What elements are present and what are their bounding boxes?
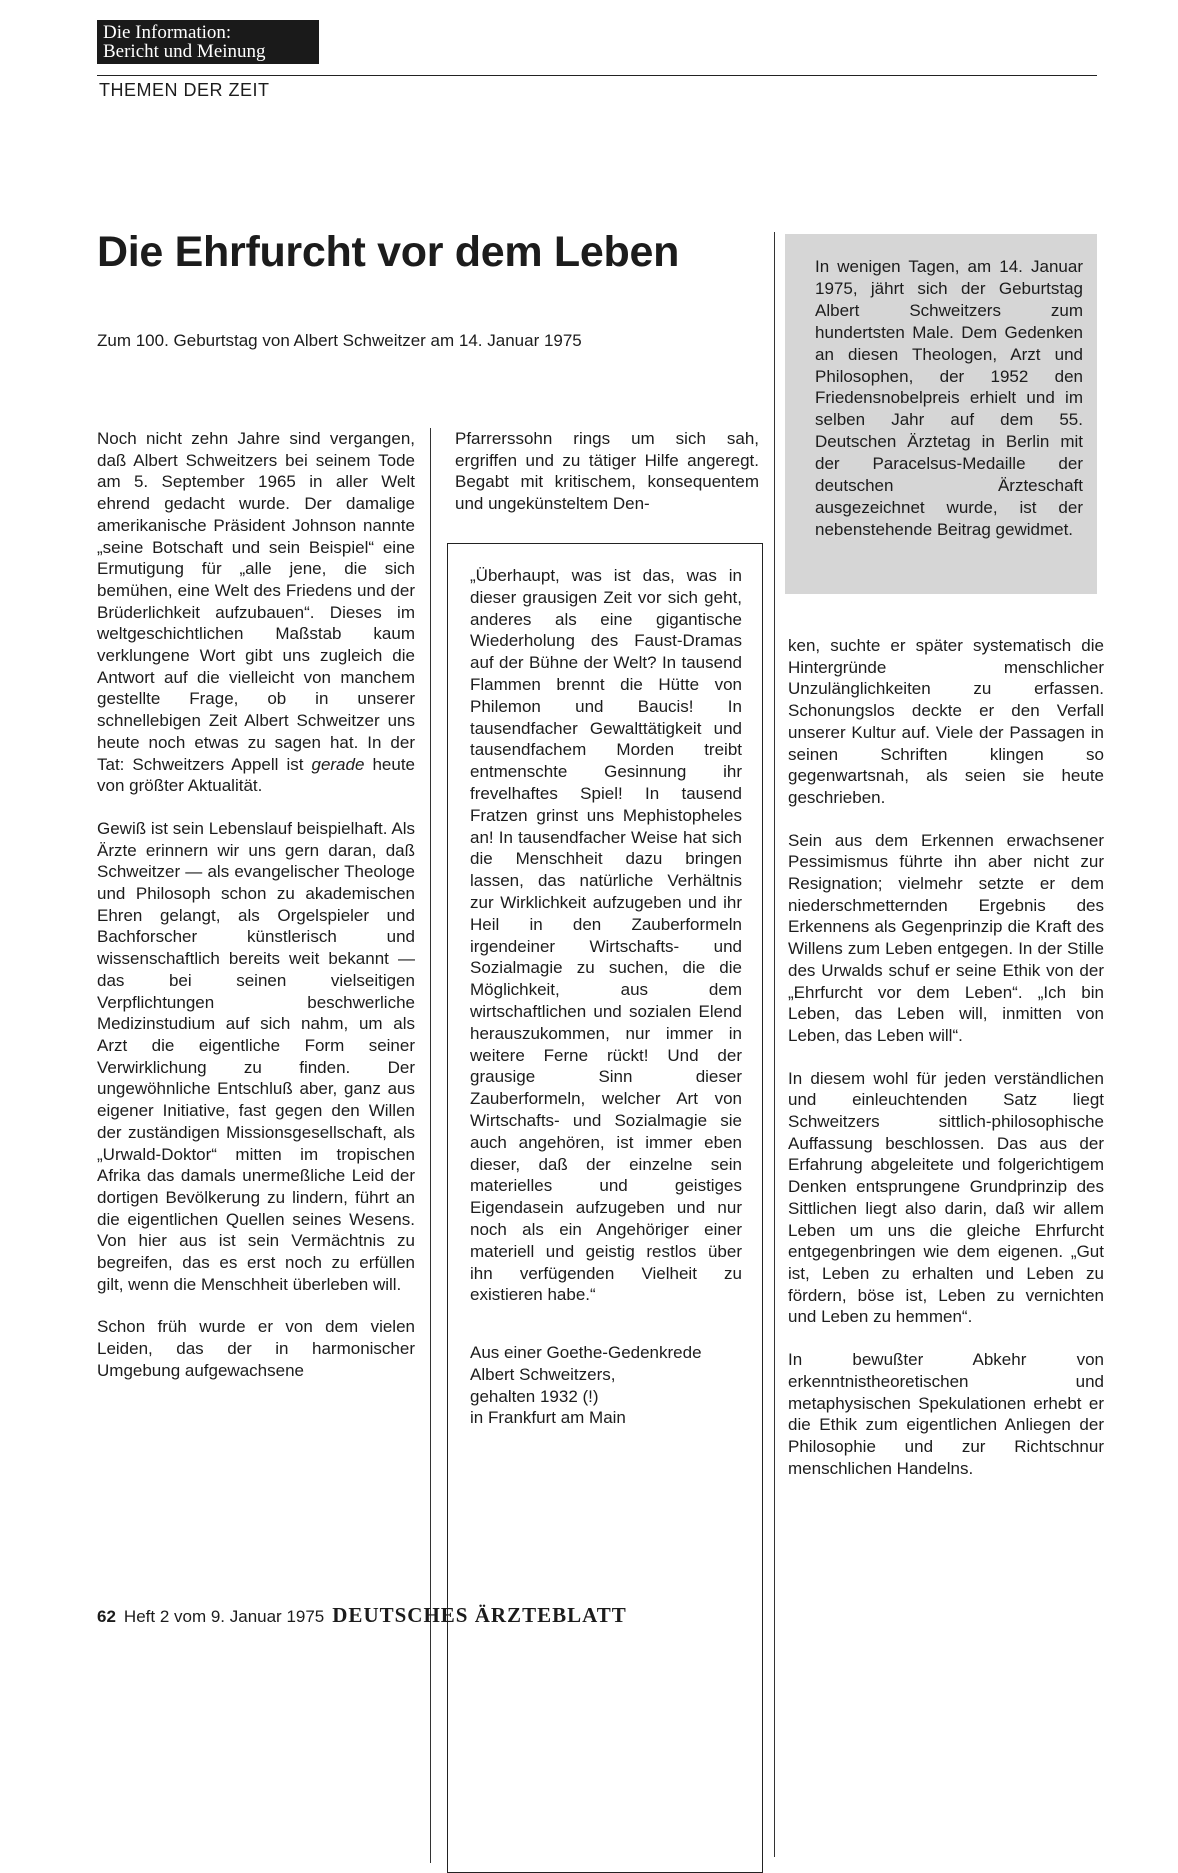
column-divider bbox=[430, 428, 431, 1863]
quote-source-line: gehalten 1932 (!) bbox=[470, 1386, 599, 1406]
paragraph: Sein aus dem Erkennen erwachsener Pessimismus führte ihn aber nicht zur Resignation; vielmehr setzte er dem niederschmetternden Ergebnis des Erkennens als Gegenprinzip die Kraft des Willens zum Leben entgegen. In der Stille des Urwalds schuf er seine Ethik von der „Ehrfurcht vor dem Leben“. „Ich bin Leben, das Leben will, inmitten von Leben, das Leben will“. bbox=[788, 830, 1104, 1045]
paragraph: Gewiß ist sein Lebenslauf beispielhaft. Als Ärzte erinnern wir uns gern daran, daß Schweitzer — als evangelischer Theologe und Philosoph schon zu akademischen Ehren gelangt, als Orgelspieler und Bachforscher künstlerisch und wissenschaftlich bereits weit bekannt — das bei seinen vielseitigen Verpflichtungen beschwerliche Medizinstudium auf sich nahm, um als Arzt die eigentliche Form seiner Verwirklichung zu finden. Der ungewöhnliche Entschluß aber, ganz aus eigener Initiative, fast gegen den Willen der zuständigen Missionsgesellschaft, als „Urwald-Doktor“ mitten im tropischen Afrika das damals unermeßliche Leid der dortigen Bevölkerung zu lindern, führt an die eigentlichen Quellen seines Wesens. Von hier aus ist sein Vermächtnis zu begreifen, das es erst noch zu erfüllen gilt, wenn die Menschheit überleben will. bbox=[97, 818, 415, 1294]
paragraph bbox=[97, 428, 415, 797]
section-badge bbox=[97, 20, 319, 64]
paragraph: In diesem wohl für jeden verständlichen und einleuchtenden Satz liegt Schweitzers sittlich-philosophische Auffassung beschlossen. Das aus der Erfahrung abgeleitete und folgerichtigem Denken entsprungene Grundprinzip des Sittlichen liegt also darin, daß wir allem Leben um uns die gleiche Ehrfurcht entgegenbringen wie dem eigenen. „Gut ist, Leben zu erhalten und Leben zu fördern, böse ist, Leben zu vernichten und Leben zu hemmen“. bbox=[788, 1068, 1104, 1327]
quote-box bbox=[447, 543, 763, 1873]
article-title: Die Ehrfurcht vor dem Leben bbox=[97, 228, 680, 276]
masthead: DEUTSCHES ÄRZTEBLATT bbox=[332, 1603, 627, 1627]
emphasis-text: gerade bbox=[311, 754, 365, 774]
column-3 bbox=[788, 635, 1104, 1500]
header-rule bbox=[97, 75, 1097, 76]
quote-source-line: in Frankfurt am Main bbox=[470, 1408, 626, 1428]
badge-line-1: Die Information: bbox=[103, 22, 232, 43]
paragraph: ken, suchte er später systematisch die Hintergründe menschlicher Unzulänglichkeiten zu erfassen. Schonungslos deckte er den Verfall unserer Kultur auf. Viele der Passagen in seinen Schriften klingen so gegenwartsnah, als seien sie heute geschrieben. bbox=[788, 636, 1104, 807]
paragraph: Schon früh wurde er von dem vielen Leiden, das der in harmonischer Umgebung aufgewachsene bbox=[97, 1317, 415, 1380]
column-divider bbox=[774, 232, 775, 1857]
page-number: 62 bbox=[97, 1607, 116, 1626]
quote-source-line: Aus einer Goethe-Gedenkrede bbox=[470, 1343, 702, 1363]
column-2 bbox=[455, 428, 759, 536]
paragraph-text: Noch nicht zehn Jahre sind vergangen, daß Albert Schweitzers bei seinem Tode am 5. September 1965 in aller Welt ehrend gedacht wurde. Der damalige amerikanische Präsident Johnson nannte „seine Botschaft und sein Beispiel“ eine Ermutigung für „alle jene, die sich bemühen, eine Welt des Friedens und der Brüderlichkeit aufzubauen“. Dieses im weltgeschichtlichen Maßstab kaum verklungene Wort gibt uns zugleich die Antwort auf die vielleicht von manchem gestellte Frage, ob in unserer schnellebigen Zeit Albert Schweitzer uns heute noch etwas zu sagen hat. In der Tat: Schweitzers Appell ist bbox=[97, 429, 415, 774]
intro-box bbox=[785, 234, 1097, 594]
issue-info: Heft 2 vom 9. Januar 1975 bbox=[123, 1607, 325, 1626]
section-label: THEMEN DER ZEIT bbox=[99, 80, 270, 100]
paragraph: Pfarrerssohn rings um sich sah, ergriffen und zu tätiger Hilfe angeregt. Begabt mit kritischem, konsequentem und ungekünsteltem Den- bbox=[455, 429, 759, 514]
quote-text: „Überhaupt, was ist das, was in dieser grausigen Zeit vor sich geht, anderes als eine gigantische Wiederholung des Faust-Dramas auf der Bühne der Welt? In tausend Flammen brennt die Hütte von Philemon und Baucis! In tausendfacher Gewalttätigkeit und tausendfachem Morden treibt entmenschte Gesinnung ihr frevelhaftes Spiel! In tausend Fratzen grinst uns Mephistopheles an! In tausendfacher Weise hat sich die Menschheit dazu bringen lassen, das natürliche Verhältnis zur Wirklichkeit aufzugeben und ihr Heil in den Zauberformeln irgendeiner Wirtschafts- und Sozialmagie zu suchen, die die Möglichkeit, aus dem wirtschaftlichen und sozialen Elend herauszukommen, nur immer in weitere Ferne rückt! Und der grausige Sinn dieser Zauberformeln, welcher Art von Wirtschafts- und Sozialmagie sie auch angehören, ist immer eben dieser, daß der einzelne sein materielles und geistiges Eigendasein aufzugeben und nur noch als ein Angehöriger einer materiell und geistig restlos über ihn verfügenden Vielheit zu existieren habe.“ bbox=[470, 566, 742, 1305]
column-1 bbox=[97, 428, 415, 1403]
paragraph-text: heute von größter Aktualität. bbox=[97, 754, 415, 796]
quote-source-line: Albert Schweitzers, bbox=[470, 1364, 616, 1384]
badge-line-2: Bericht und Meinung bbox=[103, 41, 266, 62]
paragraph: In bewußter Abkehr von erkenntnistheoretischen und metaphysischen Spekulationen erhebt er die Ethik zum eigentlichen Anliegen der Philosophie und zur Richtschnur menschlichen Handelns. bbox=[788, 1350, 1104, 1478]
intro-text: In wenigen Tagen, am 14. Januar 1975, jährt sich der Geburtstag Albert Schweitzers zum hundertsten Male. Dem Gedenken an diesen Theologen, Arzt und Philosophen, der 1952 den Friedensnobelpreis erhielt und im selben Jahr auf dem 55. Deutschen Ärztetag in Berlin mit der Paracelsus-Medaille der deutschen Ärzteschaft ausgezeichnet wurde, ist der nebenstehende Beitrag gewidmet. bbox=[815, 257, 1083, 539]
article-subtitle: Zum 100. Geburtstag von Albert Schweitzer am 14. Januar 1975 bbox=[97, 331, 582, 350]
quote-content bbox=[470, 565, 742, 1429]
page-footer bbox=[97, 1603, 627, 1628]
